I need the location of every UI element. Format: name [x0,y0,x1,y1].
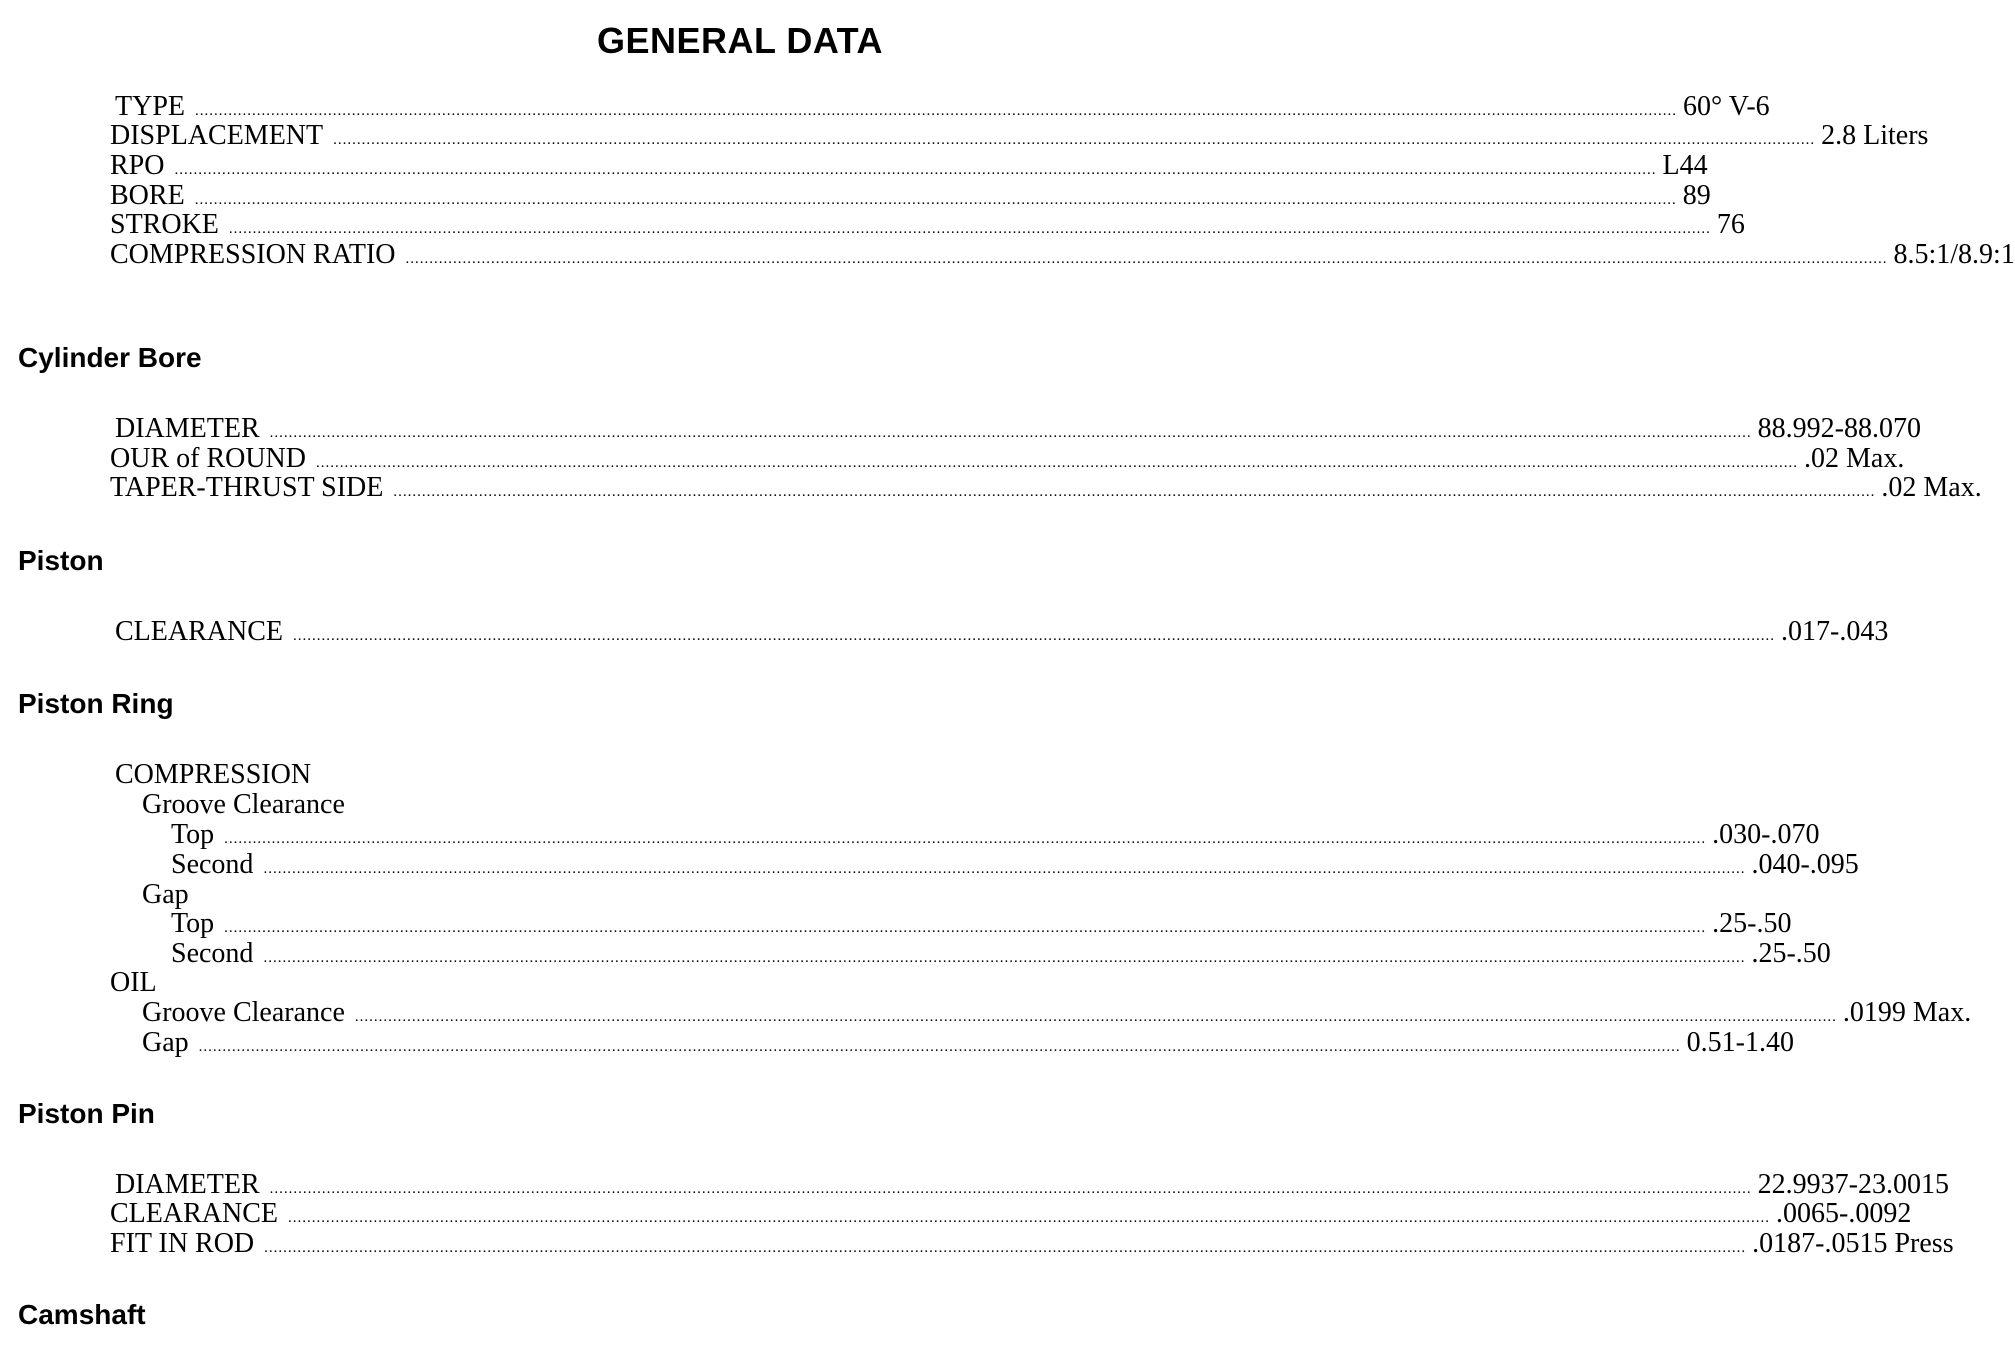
spec-value: .040-.095 [1751,849,1859,880]
spec-value: 2.8 Liters [1821,120,1929,151]
spec-row-bore-diameter [115,413,1921,444]
spec-row-gap-second [171,938,1831,969]
subheading-gap: Gap [142,879,189,910]
section-heading-piston: Piston [18,545,104,576]
spec-row-type [115,91,1770,122]
spec-label: Second [171,938,254,969]
spec-label: CLEARANCE [115,616,283,647]
spec-label: FIT IN ROD [110,1228,255,1259]
spec-value: 8.5:1/8.9:1 [1893,239,2015,270]
spec-label: RPO [110,150,165,181]
spec-row-rpo [110,150,1708,181]
page-title: GENERAL DATA [596,20,883,61]
dot-leader: ........................................................................................................................................................................................................................................................................................................................ [224,920,1707,936]
spec-value: .25-.50 [1712,908,1792,939]
spec-row-groove-second [171,849,1859,880]
dot-leader: ........................................................................................................................................................................................................................................................................................................................ [174,162,1657,178]
dot-leader: ........................................................................................................................................................................................................................................................................................................................ [333,132,1816,148]
dot-leader: ........................................................................................................................................................................................................................................................................................................................ [393,484,1876,500]
spec-row-gap-top [171,908,1792,939]
dot-leader: ........................................................................................................................................................................................................................................................................................................................ [194,192,1677,208]
spec-value: .0199 Max. [1842,997,1972,1028]
spec-label: TAPER-THRUST SIDE [110,472,384,503]
spec-row-compression-ratio [110,239,2015,270]
dot-leader: ........................................................................................................................................................................................................................................................................................................................ [405,251,1888,267]
spec-label: Top [171,908,215,939]
spec-value: 0.51-1.40 [1686,1027,1794,1058]
spec-label: COMPRESSION RATIO [110,239,396,270]
spec-value: .030-.070 [1712,819,1820,850]
dot-leader: ........................................................................................................................................................................................................................................................................................................................ [316,455,1798,471]
spec-value: 60° V-6 [1683,91,1770,122]
spec-label: DIAMETER [115,1169,260,1200]
spec-label: Second [171,849,254,880]
section-heading-camshaft: Camshaft [18,1299,146,1330]
dot-leader: ........................................................................................................................................................................................................................................................................................................................ [198,1039,1681,1055]
spec-label: DIAMETER [115,413,260,444]
spec-row-fit-in-rod [110,1228,1954,1259]
spec-label: BORE [110,180,185,211]
dot-leader: ........................................................................................................................................................................................................................................................................................................................ [264,1240,1747,1256]
spec-label: OUR of ROUND [110,443,306,474]
dot-leader: ........................................................................................................................................................................................................................................................................................................................ [354,1009,1837,1025]
spec-row-piston-clearance [115,616,1889,647]
spec-row-displacement [110,120,1929,151]
spec-row-out-of-round [110,443,1905,474]
dot-leader: ........................................................................................................................................................................................................................................................................................................................ [195,103,1677,119]
spec-value: .0187-.0515 Press [1752,1228,1954,1259]
spec-value: .0065-.0092 [1776,1198,1912,1229]
spec-value: 88.992-88.070 [1757,413,1921,444]
section-heading-piston-ring: Piston Ring [18,688,174,719]
dot-leader: ........................................................................................................................................................................................................................................................................................................................ [269,1181,1752,1197]
subheading-oil: OIL [110,967,157,998]
spec-row-pin-clearance [110,1198,1912,1229]
subheading-compression: COMPRESSION [115,759,312,790]
dot-leader: ........................................................................................................................................................................................................................................................................................................................ [263,861,1746,877]
spec-value: .25-.50 [1751,938,1831,969]
spec-label: Top [171,819,215,850]
spec-row-stroke [110,209,1745,240]
spec-row-pin-diameter [115,1169,1949,1200]
spec-row-bore [110,180,1711,211]
spec-label: CLEARANCE [110,1198,278,1229]
dot-leader: ........................................................................................................................................................................................................................................................................................................................ [224,831,1707,847]
dot-leader: ........................................................................................................................................................................................................................................................................................................................ [269,425,1752,441]
spec-label: TYPE [115,91,185,122]
section-heading-cylinder-bore: Cylinder Bore [18,342,202,373]
dot-leader: ........................................................................................................................................................................................................................................................................................................................ [293,628,1775,644]
spec-value: .02 Max. [1881,472,1982,503]
spec-label: Gap [142,1027,189,1058]
spec-row-oil-groove-clearance [142,997,1972,1028]
dot-leader: ........................................................................................................................................................................................................................................................................................................................ [228,221,1711,237]
spec-value: .02 Max. [1804,443,1905,474]
spec-value: 89 [1682,180,1711,211]
spec-value: 22.9937-23.0015 [1757,1169,1949,1200]
spec-value: .017-.043 [1781,616,1889,647]
spec-label: STROKE [110,209,219,240]
spec-row-oil-gap [142,1027,1794,1058]
spec-label: DISPLACEMENT [110,120,324,151]
spec-row-groove-top [171,819,1820,850]
spec-value: L44 [1662,150,1708,181]
dot-leader: ........................................................................................................................................................................................................................................................................................................................ [263,950,1746,966]
spec-label: Groove Clearance [142,997,345,1028]
dot-leader: ........................................................................................................................................................................................................................................................................................................................ [288,1210,1770,1226]
section-heading-piston-pin: Piston Pin [18,1098,155,1129]
spec-value: 76 [1716,209,1745,240]
subheading-groove-clearance: Groove Clearance [142,789,345,820]
spec-row-taper-thrust-side [110,472,1982,503]
